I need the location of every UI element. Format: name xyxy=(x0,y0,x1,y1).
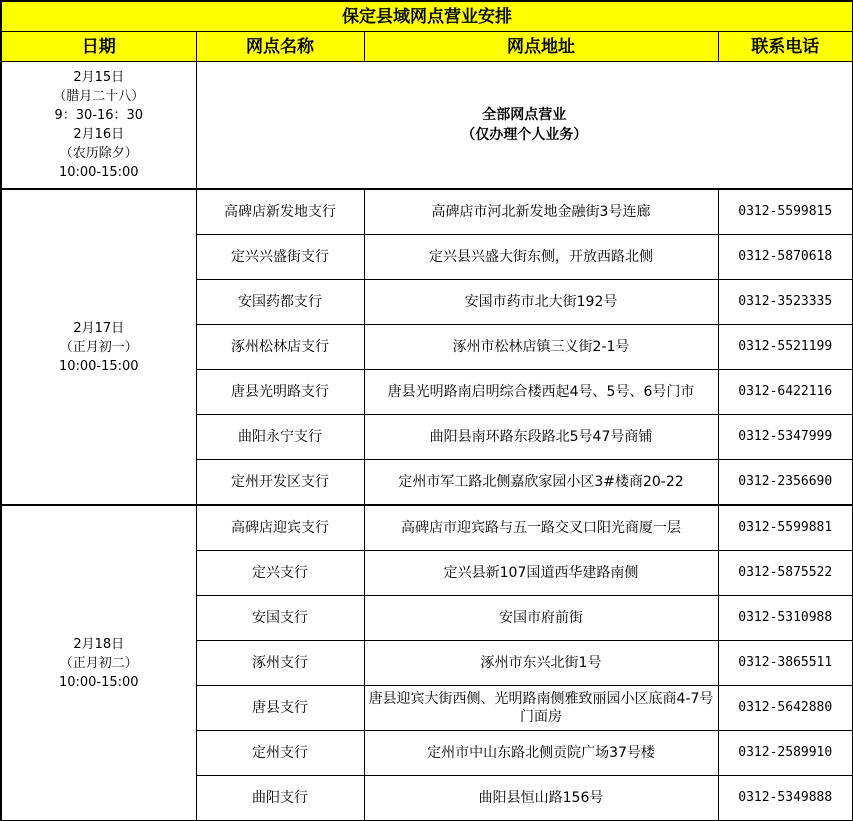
date-line: 9：30-16：30 xyxy=(54,108,144,123)
date-line: 2月17日 xyxy=(73,320,125,336)
branch-name-cell: 曲阳永宁支行 xyxy=(196,415,364,460)
date-line: 2月15日 xyxy=(73,70,125,85)
branch-phone-cell: 0312-6422116 xyxy=(718,370,853,415)
date-cell xyxy=(1,189,196,505)
date-line: 10:00-15:00 xyxy=(58,358,139,374)
branch-address-cell: 定兴县新107国道西华建路南侧 xyxy=(364,551,718,596)
date-line: 2月16日 xyxy=(73,127,125,142)
date-line: （腊月二十八） xyxy=(53,89,145,104)
branch-address-cell: 涿州市松林店镇三义街2-1号 xyxy=(364,325,718,370)
branch-phone-cell: 0312-3865511 xyxy=(718,641,853,686)
branch-name-cell: 高碑店迎宾支行 xyxy=(196,505,364,551)
branch-phone-cell: 0312-2356690 xyxy=(718,460,853,506)
branch-name-cell: 涿州松林店支行 xyxy=(196,325,364,370)
title-row xyxy=(1,1,853,32)
branch-address-cell: 定兴县兴盛大街东侧，开放西路北侧 xyxy=(364,235,718,280)
notice-line: （仅办理个人业务） xyxy=(461,127,588,143)
header-phone: 联系电话 xyxy=(718,32,853,62)
branch-address-cell: 安国市药市北大街192号 xyxy=(364,280,718,325)
branch-name-cell: 定州支行 xyxy=(196,731,364,776)
date-line: （农历除夕） xyxy=(59,146,138,161)
branch-name-cell: 涿州支行 xyxy=(196,641,364,686)
date-line: 10:00-15:00 xyxy=(58,165,139,180)
branch-address-cell: 唐县光明路南启明综合楼西起4号、5号、6号门市 xyxy=(364,370,718,415)
date-line: （正月初二） xyxy=(59,655,138,671)
notice-line: 全部网点营业 xyxy=(482,107,567,123)
notice-date-cell xyxy=(1,62,196,190)
branch-phone-cell: 0312-5349888 xyxy=(718,776,853,821)
branch-phone-cell: 0312-3523335 xyxy=(718,280,853,325)
notice-cell xyxy=(196,62,853,190)
branch-phone-cell: 0312-2589910 xyxy=(718,731,853,776)
branch-address-cell: 安国市府前街 xyxy=(364,596,718,641)
branch-phone-cell: 0312-5347999 xyxy=(718,415,853,460)
branch-address-cell: 涿州市东兴北街1号 xyxy=(364,641,718,686)
branch-name-cell: 曲阳支行 xyxy=(196,776,364,821)
branch-name-cell: 定兴兴盛街支行 xyxy=(196,235,364,280)
branch-phone-cell: 0312-5599815 xyxy=(718,189,853,235)
header-row xyxy=(1,32,853,62)
branch-address-cell: 定州市中山东路北侧贡院广场37号楼 xyxy=(364,731,718,776)
branch-name-cell: 定州开发区支行 xyxy=(196,460,364,506)
branch-phone-cell: 0312-5642880 xyxy=(718,686,853,731)
branch-address-cell: 曲阳县恒山路156号 xyxy=(364,776,718,821)
branch-phone-cell: 0312-5310988 xyxy=(718,596,853,641)
table-title: 保定县域网点营业安排 xyxy=(1,1,853,32)
date-line: 10:00-15:00 xyxy=(58,674,139,690)
date-cell xyxy=(1,505,196,821)
header-address: 网点地址 xyxy=(364,32,718,62)
branch-address-cell: 高碑店市迎宾路与五一路交叉口阳光商厦一层 xyxy=(364,505,718,551)
table-row xyxy=(1,189,853,235)
branch-name-cell: 高碑店新发地支行 xyxy=(196,189,364,235)
date-line: （正月初一） xyxy=(59,339,138,355)
branch-phone-cell: 0312-5875522 xyxy=(718,551,853,596)
branch-address-cell: 曲阳县南环路东段路北5号47号商铺 xyxy=(364,415,718,460)
branch-address-cell: 唐县迎宾大街西侧、光明路南侧雅致丽园小区底商4-7号门面房 xyxy=(364,686,718,731)
branch-address-cell: 定州市军工路北侧嘉欣家园小区3#楼商20-22 xyxy=(364,460,718,506)
branch-phone-cell: 0312-5599881 xyxy=(718,505,853,551)
branch-phone-cell: 0312-5870618 xyxy=(718,235,853,280)
branch-address-cell: 高碑店市河北新发地金融街3号连廊 xyxy=(364,189,718,235)
branch-name-cell: 安国支行 xyxy=(196,596,364,641)
table-row xyxy=(1,505,853,551)
branch-name-cell: 定兴支行 xyxy=(196,551,364,596)
branch-name-cell: 唐县光明路支行 xyxy=(196,370,364,415)
branch-name-cell: 安国药都支行 xyxy=(196,280,364,325)
header-date: 日期 xyxy=(1,32,196,62)
branch-name-cell: 唐县支行 xyxy=(196,686,364,731)
header-name: 网点名称 xyxy=(196,32,364,62)
branch-phone-cell: 0312-5521199 xyxy=(718,325,853,370)
date-line: 2月18日 xyxy=(73,636,125,652)
notice-row xyxy=(1,62,853,190)
